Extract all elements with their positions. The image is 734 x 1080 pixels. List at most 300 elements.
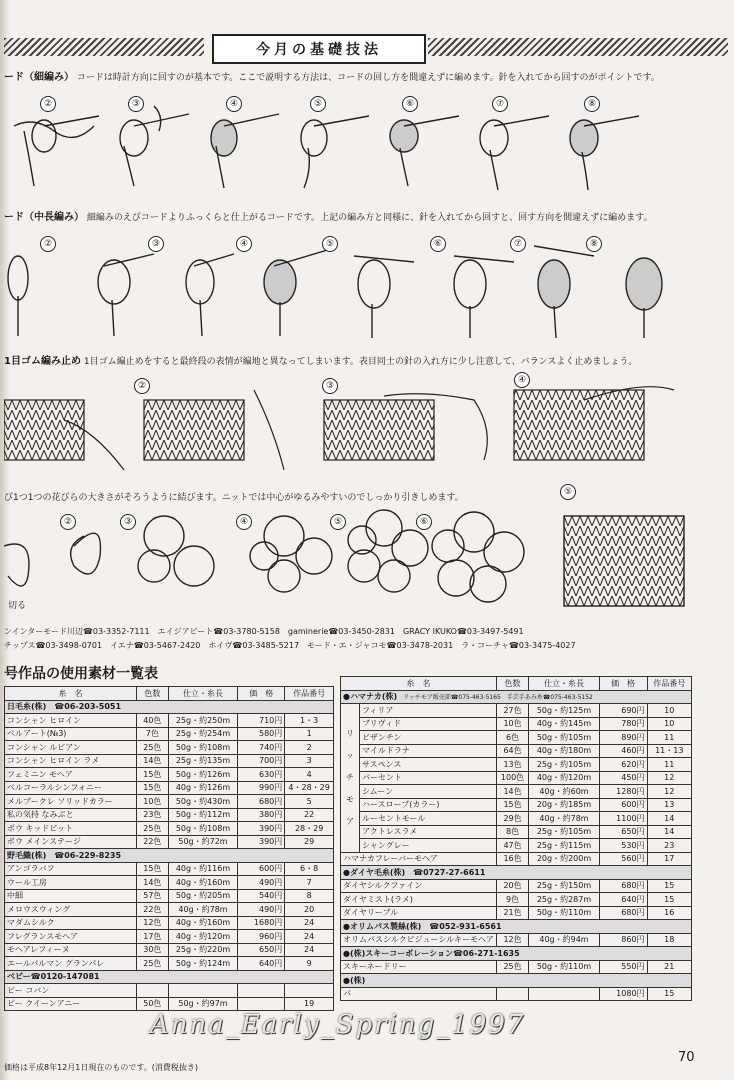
yarn-colors: 15色 — [136, 781, 168, 795]
title-hatch-right — [428, 38, 728, 56]
yarn-spec: 50g・約430m — [168, 795, 238, 809]
col-header-name: 糸 名 — [341, 677, 497, 691]
yarn-colors: 10色 — [136, 795, 168, 809]
yarn-colors: 6色 — [496, 731, 529, 745]
col-header-spec: 仕立・糸長 — [168, 687, 238, 701]
table-row — [341, 771, 692, 785]
yarn-name: ビー クイーンアニー — [5, 997, 137, 1011]
yarn-colors: 47色 — [496, 839, 529, 853]
section-4-note: 切る — [8, 601, 27, 611]
yarn-spec: 50g・約72m — [168, 835, 238, 849]
step-label: ④ — [236, 236, 252, 252]
table-row — [5, 808, 334, 822]
table-row — [341, 758, 692, 772]
table-row — [341, 960, 692, 974]
yarn-spec: 25g・約115m — [529, 839, 599, 853]
yarn-name: ダイヤシルクファイン — [341, 879, 497, 893]
work-number: 18 — [647, 933, 691, 947]
yarn-spec: 40g・約78m — [529, 812, 599, 826]
yarn-name: モヘアレフィーヌ — [5, 943, 137, 957]
yarn-spec: 20g・約200m — [529, 852, 599, 866]
yarn-price: 630円 — [238, 768, 285, 782]
yarn-name: アクトレスラメ — [360, 825, 497, 839]
yarn-price: 650円 — [238, 943, 285, 957]
table-row — [341, 785, 692, 799]
step-label: ⑤ — [560, 484, 576, 500]
yarn-colors: 10色 — [496, 717, 529, 731]
step-label: ③ — [148, 236, 164, 252]
work-number: 21 — [647, 960, 691, 974]
yarn-name: 私の気持 なみぶと — [5, 808, 137, 822]
yarn-price: 530円 — [599, 839, 647, 853]
supplier-name — [341, 947, 692, 961]
yarn-name: ビー コバン — [5, 984, 137, 998]
table-row — [5, 768, 334, 782]
yarn-name: フレグランスモヘア — [5, 930, 137, 944]
section-2-desc: 細編みのえびコードよりふっくらと仕上がるコードです。上記の編み方と同様に、針を入れてから回すと、回す方向を間違えずに編めます。 — [86, 213, 653, 223]
yarn-colors: 25色 — [496, 960, 529, 974]
yarn-spec: 40g・約78m — [168, 903, 238, 917]
table-row — [5, 930, 334, 944]
step-label: ③ — [322, 378, 338, 394]
work-number: 1・3 — [285, 714, 334, 728]
work-number: 2 — [285, 741, 334, 755]
yarn-spec: 40g・約126m — [168, 781, 238, 795]
yarn-colors: 8色 — [496, 825, 529, 839]
yarn-spec: 50g・約97m — [168, 997, 238, 1011]
work-number: 1 — [285, 727, 334, 741]
price-note: 価格は平成8年12月1日現在のものです。(消費税抜き) — [4, 1063, 198, 1072]
step-label: ⑥ — [416, 514, 432, 530]
yarn-spec: 25g・約220m — [168, 943, 238, 957]
brand-vertical-label: リ ッ チ モ ア — [341, 704, 360, 853]
table-header-row — [5, 687, 334, 701]
yarn-price: 600円 — [599, 798, 647, 812]
yarn-colors: 13色 — [496, 758, 529, 772]
yarn-name: メルブークレ ソリッドカラー — [5, 795, 137, 809]
section-3-desc: 1目ゴム編止めをすると最終段の表情が編地と異なってしまいます。表目同士の針の入れ方に少し注意して、バランスよく止めましょう。 — [83, 357, 638, 367]
yarn-name: ベルアート(№3) — [5, 727, 137, 741]
table-group-row — [5, 700, 334, 714]
materials-table-right-body — [341, 690, 692, 1001]
table-row — [5, 862, 334, 876]
table-row — [341, 812, 692, 826]
work-number: 15 — [647, 879, 691, 893]
yarn-name: ルーセントモール — [360, 812, 497, 826]
work-number: 11・13 — [647, 744, 691, 758]
work-number: 9 — [285, 957, 334, 971]
contacts-line-2: チップス☎03-3498-0701 イエナ☎03-5467-2420 ホイヴ☎03-3485-5217 モード・エ・ジャコモ☎03-3478-2031 ラ・コーチャ☎03-3475-4027 — [4, 641, 576, 650]
table-row — [5, 903, 334, 917]
col-header-spec: 仕立・糸長 — [529, 677, 599, 691]
yarn-colors: 21色 — [496, 906, 529, 920]
yarn-name: マイルドラナ — [360, 744, 497, 758]
table-group-row — [341, 920, 692, 934]
supplier-name — [341, 974, 692, 988]
yarn-spec: 50g・約105m — [529, 731, 599, 745]
table-row — [341, 893, 692, 907]
step-label: ⑥ — [402, 96, 418, 112]
yarn-colors — [136, 984, 168, 998]
yarn-colors: 25色 — [136, 741, 168, 755]
yarn-price: 740円 — [238, 741, 285, 755]
contacts-line-1: ンインターモード川辺☎03-3352-7111 エイジアビート☎03-3780-5158 gaminerie☎03-3450-2831 GRACY IKUKO☎03-3497-5491 — [4, 627, 524, 636]
yarn-colors: 15色 — [136, 768, 168, 782]
yarn-price — [238, 984, 285, 998]
yarn-price: 450円 — [599, 771, 647, 785]
table-row — [5, 795, 334, 809]
work-number: 13 — [647, 798, 691, 812]
col-header-colors: 色数 — [136, 687, 168, 701]
work-number: 20 — [285, 903, 334, 917]
table-row — [341, 744, 692, 758]
yarn-spec: 50g・約110m — [529, 960, 599, 974]
table-row — [5, 754, 334, 768]
yarn-spec: 50g・約124m — [168, 957, 238, 971]
work-number: 22 — [285, 808, 334, 822]
watermark: Anna_Early_Spring_1997 — [150, 1010, 526, 1040]
yarn-colors: 22色 — [136, 835, 168, 849]
table-row — [5, 822, 334, 836]
table-group-row — [341, 866, 692, 880]
work-number — [285, 984, 334, 998]
table-row — [5, 916, 334, 930]
yarn-spec: 25g・約254m — [168, 727, 238, 741]
table-row — [341, 731, 692, 745]
yarn-name: 中細 — [5, 889, 137, 903]
work-number: 5 — [285, 795, 334, 809]
work-number: 12 — [647, 771, 691, 785]
section-3-heading — [4, 352, 637, 367]
work-number: 14 — [647, 812, 691, 826]
yarn-price: 640円 — [599, 893, 647, 907]
supplier-label: ●(株) — [343, 975, 366, 985]
yarn-spec: 20g・約185m — [529, 798, 599, 812]
yarn-name: ベルコーラルシンフォニー — [5, 781, 137, 795]
yarn-price: 1080円 — [599, 987, 647, 1001]
col-header-name: 糸 名 — [5, 687, 137, 701]
table-row — [341, 798, 692, 812]
yarn-spec: 25g・約105m — [529, 758, 599, 772]
yarn-colors: 30色 — [136, 943, 168, 957]
yarn-spec: 50g・約205m — [168, 889, 238, 903]
step-label: ④ — [236, 514, 252, 530]
yarn-colors: 50色 — [136, 997, 168, 1011]
yarn-colors: 14色 — [136, 754, 168, 768]
yarn-name: コンシャン ルビアン — [5, 741, 137, 755]
table-group-row — [341, 974, 692, 988]
yarn-spec: 40g・約116m — [168, 862, 238, 876]
step-label: ⑧ — [586, 236, 602, 252]
yarn-price: 890円 — [599, 731, 647, 745]
section-4-illustration — [4, 506, 694, 616]
page-number: 70 — [678, 1050, 695, 1065]
yarn-name: コンシャン ヒロイン ラメ — [5, 754, 137, 768]
materials-table-title: 号作品の使用素材一覧表 — [4, 666, 158, 682]
work-number: 24 — [285, 916, 334, 930]
yarn-price: 1680円 — [238, 916, 285, 930]
yarn-colors — [496, 987, 529, 1001]
title-hatch-left — [4, 38, 204, 56]
yarn-name: フェミニン モヘア — [5, 768, 137, 782]
step-label: ② — [40, 236, 56, 252]
yarn-colors: 22色 — [136, 903, 168, 917]
yarn-name: シャングレー — [360, 839, 497, 853]
yarn-name: シムーン — [360, 785, 497, 799]
table-row — [341, 879, 692, 893]
yarn-spec: 25g・約250m — [168, 714, 238, 728]
yarn-name: メロウスウィング — [5, 903, 137, 917]
yarn-spec: 50g・約112m — [168, 808, 238, 822]
yarn-colors: 16色 — [496, 852, 529, 866]
yarn-colors: 7色 — [136, 727, 168, 741]
yarn-colors: 14色 — [136, 876, 168, 890]
yarn-spec: 25g・約105m — [529, 825, 599, 839]
step-label: ④ — [226, 96, 242, 112]
table-row — [5, 997, 334, 1011]
yarn-price: 710円 — [238, 714, 285, 728]
yarn-price: 700円 — [238, 754, 285, 768]
yarn-colors: 57色 — [136, 889, 168, 903]
yarn-price: 990円 — [238, 781, 285, 795]
work-number: 28・29 — [285, 822, 334, 836]
yarn-price: 690円 — [599, 704, 647, 718]
table-row — [341, 825, 692, 839]
supplier-name: 野毛織(株) ☎06-229-8235 — [5, 849, 334, 863]
yarn-price: 1100円 — [599, 812, 647, 826]
supplier-name: 日毛糸(株) ☎06-203-5051 — [5, 700, 334, 714]
step-label: ⑥ — [430, 236, 446, 252]
yarn-colors: 12色 — [496, 933, 529, 947]
yarn-colors: 23色 — [136, 808, 168, 822]
step-label: ⑤ — [310, 96, 326, 112]
yarn-colors: 14色 — [496, 785, 529, 799]
work-number: 19 — [285, 997, 334, 1011]
yarn-price: 550円 — [599, 960, 647, 974]
table-group-row — [341, 947, 692, 961]
yarn-name: パーセント — [360, 771, 497, 785]
table-row — [5, 741, 334, 755]
yarn-name: ビザンチン — [360, 731, 497, 745]
supplier-name — [341, 690, 692, 704]
work-number: 4 — [285, 768, 334, 782]
yarn-price: 380円 — [238, 808, 285, 822]
yarn-price: 600円 — [238, 862, 285, 876]
yarn-spec: 50g・約126m — [168, 768, 238, 782]
work-number: 24 — [285, 930, 334, 944]
yarn-name: ハマナカフレーバーモヘア — [341, 852, 497, 866]
work-number: 29 — [285, 835, 334, 849]
col-header-colors: 色数 — [496, 677, 529, 691]
yarn-name: マダムシルク — [5, 916, 137, 930]
supplier-name: ベビー☎0120-147081 — [5, 970, 334, 984]
work-number: 17 — [647, 852, 691, 866]
col-header-price: 価 格 — [238, 687, 285, 701]
work-number: 15 — [647, 893, 691, 907]
yarn-name: ダイヤリーブル — [341, 906, 497, 920]
materials-table-left-body — [5, 700, 334, 1011]
table-row — [5, 835, 334, 849]
yarn-name: ウール工房 — [5, 876, 137, 890]
table-row — [5, 714, 334, 728]
yarn-name: エールパルマン グランパレ — [5, 957, 137, 971]
step-label: ③ — [120, 514, 136, 530]
step-label: ⑤ — [322, 236, 338, 252]
yarn-price: 640円 — [238, 957, 285, 971]
yarn-spec — [529, 987, 599, 1001]
yarn-spec: 40g・約60m — [529, 785, 599, 799]
work-number: 12 — [647, 785, 691, 799]
table-row — [341, 704, 692, 718]
work-number: 11 — [647, 731, 691, 745]
yarn-price: 960円 — [238, 930, 285, 944]
yarn-spec: 50g・約108m — [168, 741, 238, 755]
yarn-spec: 25g・約135m — [168, 754, 238, 768]
yarn-colors: 40色 — [136, 714, 168, 728]
section-3-illustration — [4, 370, 694, 480]
yarn-name: ボウ キッドビット — [5, 822, 137, 836]
step-label: ② — [60, 514, 76, 530]
work-number: 10 — [647, 704, 691, 718]
step-label: ④ — [514, 372, 530, 388]
yarn-spec: 50g・約110m — [529, 906, 599, 920]
yarn-name: コンシャン ヒロイン — [5, 714, 137, 728]
materials-table-left — [4, 686, 334, 1011]
table-row — [341, 987, 692, 1001]
table-row — [341, 839, 692, 853]
col-header-work-no: 作品番号 — [647, 677, 691, 691]
yarn-colors: 15色 — [136, 862, 168, 876]
table-row — [5, 889, 334, 903]
step-label: ⑦ — [510, 236, 526, 252]
yarn-price: 490円 — [238, 876, 285, 890]
yarn-spec: 40g・約120m — [168, 930, 238, 944]
yarn-colors: 15色 — [496, 798, 529, 812]
yarn-colors: 12色 — [136, 916, 168, 930]
supplier-phone: リッチモア販売部☎075-463-5165 手芸手あみ糸☎075-463-5152 — [397, 694, 593, 702]
yarn-price — [238, 997, 285, 1011]
yarn-colors: 20色 — [496, 879, 529, 893]
yarn-spec: 40g・約145m — [529, 717, 599, 731]
supplier-label: ●ハマナカ(株) — [343, 692, 398, 702]
work-number: 10 — [647, 717, 691, 731]
materials-table-right — [340, 676, 692, 1001]
yarn-spec: 40g・約160m — [168, 876, 238, 890]
yarn-price: 620円 — [599, 758, 647, 772]
section-1-title: ード（細編み） — [4, 72, 74, 83]
yarn-name: スキーネードリー — [341, 960, 497, 974]
table-row — [341, 852, 692, 866]
yarn-colors: 25色 — [136, 957, 168, 971]
section-4-desc: び1つ1つの花びらの大きさがそろうように結びます。ニットでは中心がゆるみやすいのでしっかり引きしめます。 — [4, 493, 464, 503]
section-2-heading — [4, 208, 652, 223]
supplier-name — [341, 866, 692, 880]
step-label: ⑧ — [584, 96, 600, 112]
table-row — [5, 984, 334, 998]
yarn-name: ダイヤミスト(ラメ) — [341, 893, 497, 907]
yarn-spec: 50g・約108m — [168, 822, 238, 836]
work-number: 16 — [647, 906, 691, 920]
supplier-label: ●オリムパス製絲(株) ☎052-931-6561 — [343, 921, 502, 931]
yarn-price: 390円 — [238, 835, 285, 849]
work-number: 7 — [285, 876, 334, 890]
section-1-heading — [4, 68, 660, 83]
yarn-spec: 25g・約150m — [529, 879, 599, 893]
yarn-colors: 9色 — [496, 893, 529, 907]
yarn-price: 860円 — [599, 933, 647, 947]
section-2-title: ード（中長編み） — [4, 212, 84, 223]
yarn-name: ブリヴィド — [360, 717, 497, 731]
yarn-name: サスペンス — [360, 758, 497, 772]
work-number: 6・8 — [285, 862, 334, 876]
yarn-price: 680円 — [599, 879, 647, 893]
work-number: 15 — [647, 987, 691, 1001]
supplier-label: ●ダイヤ毛糸(株) ☎0727-27-6611 — [343, 867, 486, 877]
yarn-colors: 27色 — [496, 704, 529, 718]
section-3-title: 1目ゴム編み止め — [4, 356, 81, 367]
step-label: ⑦ — [492, 96, 508, 112]
yarn-spec: 40g・約94m — [529, 933, 599, 947]
work-number: 14 — [647, 825, 691, 839]
table-group-row — [5, 970, 334, 984]
yarn-colors: 100色 — [496, 771, 529, 785]
yarn-spec: 25g・約287m — [529, 893, 599, 907]
section-1-desc: コードは時計方向に回すのが基本です。ここで説明する方法は、コードの回し方を間違えずに編めます。針を入れてから回すのがポイントです。 — [76, 73, 660, 83]
work-number: 11 — [647, 758, 691, 772]
table-header-row — [341, 677, 692, 691]
yarn-spec: 40g・約180m — [529, 744, 599, 758]
table-group-row — [5, 849, 334, 863]
table-row — [341, 717, 692, 731]
yarn-name: オリムパスシルクビジューシルキーモヘア — [341, 933, 497, 947]
table-row — [5, 876, 334, 890]
yarn-price: 1280円 — [599, 785, 647, 799]
yarn-price: 680円 — [238, 795, 285, 809]
step-label: ② — [40, 96, 56, 112]
yarn-colors: 64色 — [496, 744, 529, 758]
work-number: 24 — [285, 943, 334, 957]
yarn-price: 650円 — [599, 825, 647, 839]
supplier-name — [341, 920, 692, 934]
work-number: 8 — [285, 889, 334, 903]
yarn-price: 780円 — [599, 717, 647, 731]
yarn-name: アンゴラバフ — [5, 862, 137, 876]
page-title: 今月の基礎技法 — [212, 34, 426, 64]
yarn-price: 580円 — [238, 727, 285, 741]
work-number: 23 — [647, 839, 691, 853]
yarn-colors: 17色 — [136, 930, 168, 944]
yarn-name: ボウ メインステージ — [5, 835, 137, 849]
yarn-name: パ — [341, 987, 497, 1001]
yarn-price: 560円 — [599, 852, 647, 866]
yarn-name: ハースロープ(カラー) — [360, 798, 497, 812]
yarn-price: 460円 — [599, 744, 647, 758]
table-row — [341, 906, 692, 920]
table-row — [5, 943, 334, 957]
yarn-colors: 25色 — [136, 822, 168, 836]
work-number: 4・28・29 — [285, 781, 334, 795]
table-row — [341, 933, 692, 947]
work-number: 3 — [285, 754, 334, 768]
table-row — [5, 957, 334, 971]
yarn-price: 490円 — [238, 903, 285, 917]
step-label: ② — [134, 378, 150, 394]
supplier-label: ●(株)スキーコーポレーション☎06-271-1635 — [343, 948, 520, 958]
col-header-price: 価 格 — [599, 677, 647, 691]
step-label: ⑤ — [330, 514, 346, 530]
yarn-price: 540円 — [238, 889, 285, 903]
table-group-row — [341, 690, 692, 704]
